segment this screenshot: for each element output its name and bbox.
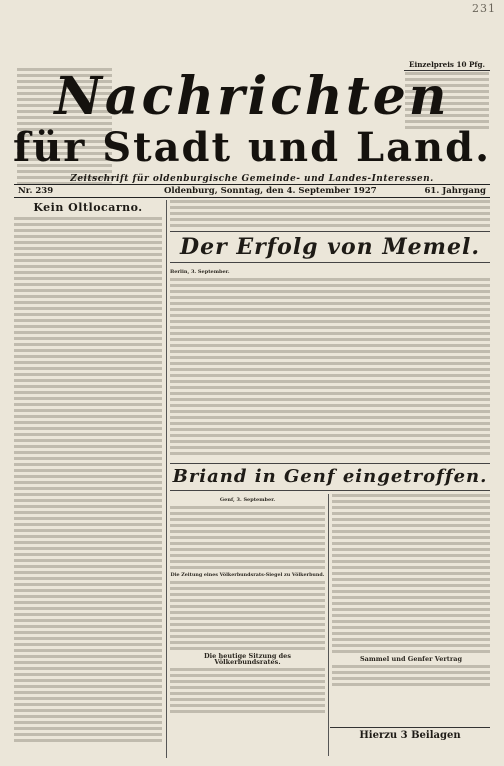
issue-year: 61. Jahrgang [424, 186, 486, 196]
briand-subhead-3: Sammel und Genfer Vertrag [359, 655, 462, 663]
supplements-note: Hierzu 3 Beilagen [330, 727, 490, 741]
section-rule [170, 490, 490, 491]
section-rule [170, 463, 490, 464]
article-body-briand-continued [332, 494, 490, 722]
column-divider [328, 494, 329, 756]
section-rule [170, 262, 490, 263]
masthead-title-line-2: für Stadt und Land. [12, 124, 492, 171]
price-label: Einzelpreis 10 Pfg. [404, 60, 490, 71]
page-number: 231 [472, 2, 496, 15]
article-title-kein: Kein Oltlocarno. [33, 201, 143, 214]
article-body-kein [14, 217, 162, 742]
issue-number: Nr. 239 [18, 186, 54, 196]
briand-subhead-1: Die Zeitung eines Völkerbundsrats-Siegel zu Völkerbund. [170, 572, 325, 578]
issue-date: Oldenburg, Sonntag, den 4. September 1927 [164, 186, 377, 196]
article-body-briand [170, 494, 325, 756]
column-divider [166, 200, 167, 758]
briand-subhead-2: Die heutige Sitzung des Völkerbundsrates. [204, 652, 291, 666]
article-title-memel: Der Erfolg von Memel. [180, 234, 480, 260]
section-rule [170, 231, 490, 232]
masthead-subtitle: Zeitschrift für oldenburgische Gemeinde- und Landes-Interessen. [70, 174, 434, 184]
continuation-text-top [170, 200, 490, 230]
article-body-memel [170, 266, 490, 461]
masthead-title-line-1: Nachrichten [54, 66, 450, 127]
memel-dateline: Berlin, 3. September. [170, 269, 230, 275]
column-kein-oltlocarno [14, 200, 162, 760]
dateline-bar [14, 184, 490, 198]
briand-dateline: Genf, 3. September. [219, 497, 276, 503]
article-title-briand: Briand in Genf eingetroffen. [172, 466, 488, 487]
